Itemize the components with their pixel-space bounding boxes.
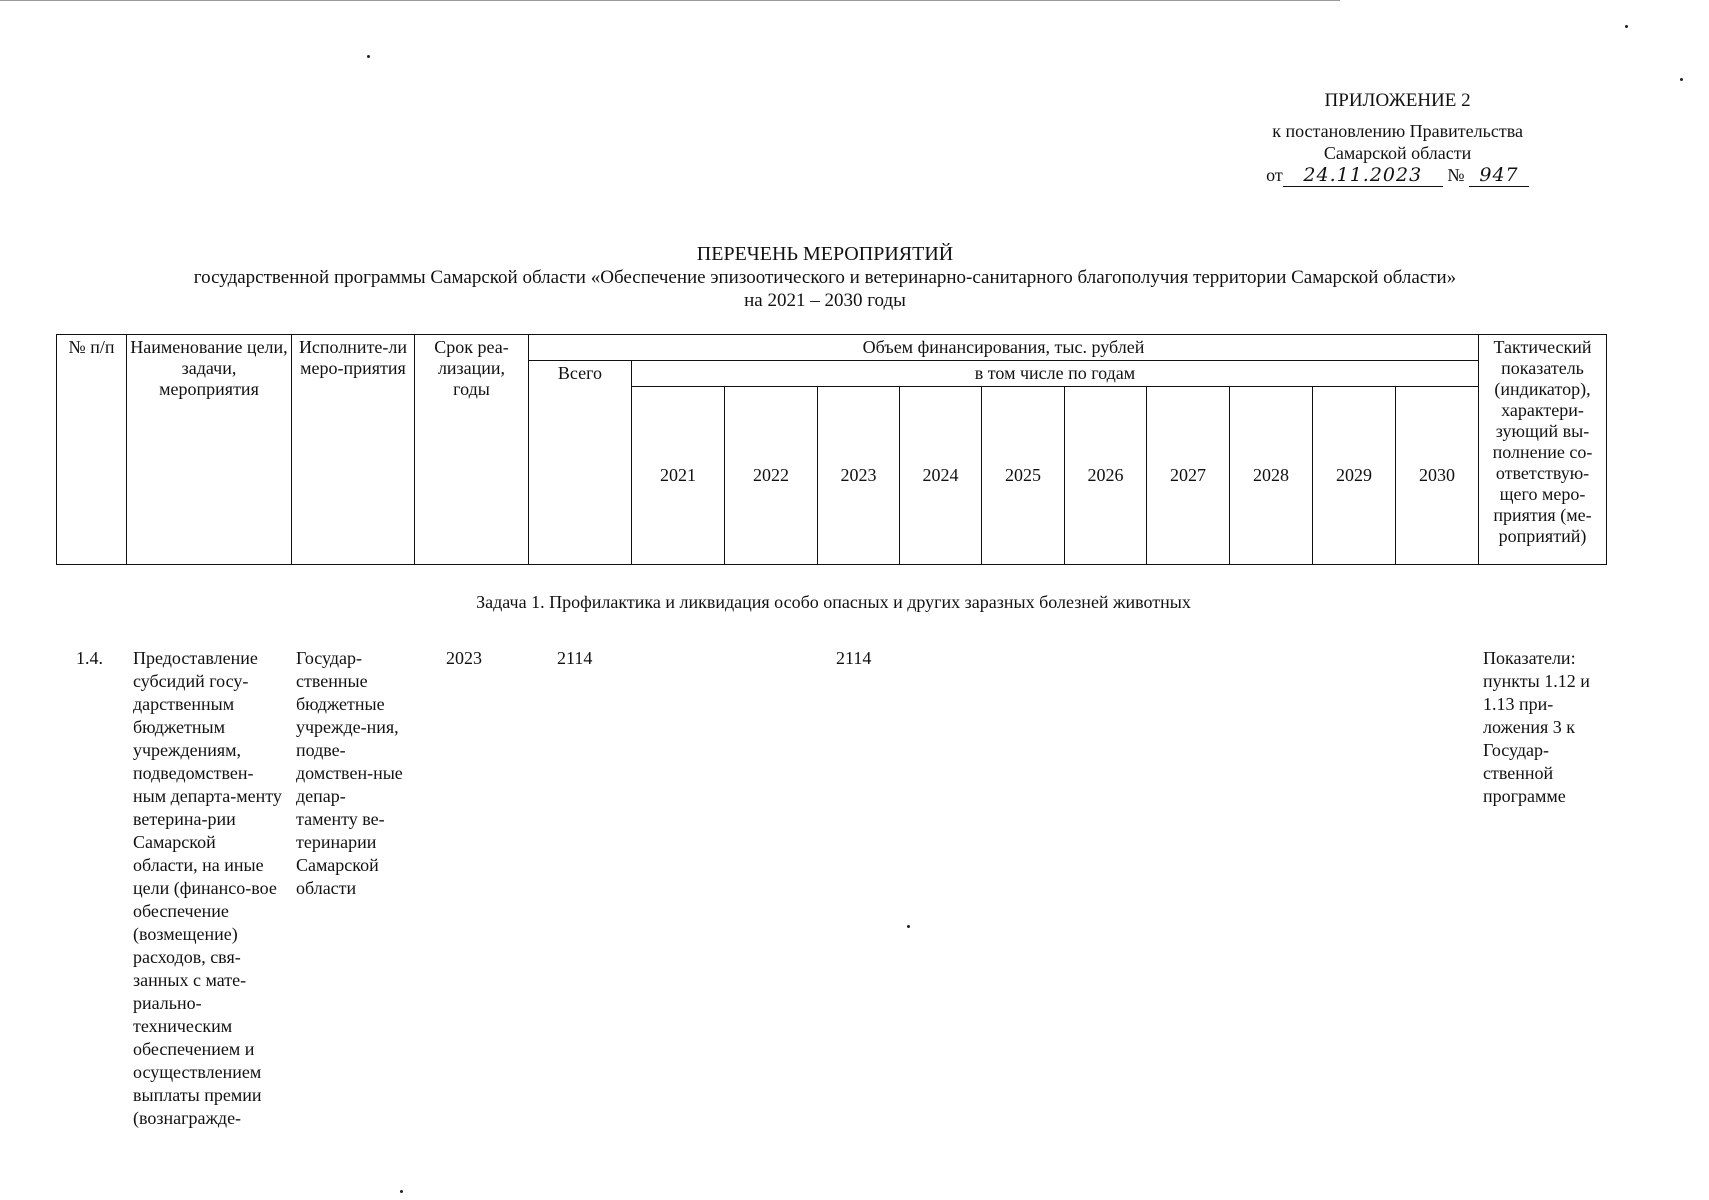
header-term: Срок реа-лизации, годы — [415, 335, 529, 565]
task-title: Задача 1. Профилактика и ликвидация особо опасных и других заразных болезней животных — [476, 592, 1191, 612]
handwritten-number: 947 — [1469, 164, 1529, 187]
header-year-2021: 2021 — [632, 387, 725, 565]
scan-speck — [1625, 25, 1628, 28]
title-line-2: государственной программы Самарской области «Обеспечение эпизоотического и ветеринарно-санитарного благополучия территории Самарской области» — [193, 267, 1457, 288]
row-year-2023-value: 2114 — [836, 648, 872, 668]
row-term: 2023 — [446, 648, 482, 668]
header-by-years: в том числе по годам — [632, 361, 1479, 387]
header-year-2026: 2026 — [1065, 387, 1147, 565]
handwritten-date: 24.11.2023 — [1283, 164, 1443, 187]
header-year-2022: 2022 — [725, 387, 818, 565]
row-total: 2114 — [557, 648, 593, 668]
appendix-block — [1266, 90, 1529, 190]
header-executor: Исполните-ли меро-приятия — [292, 335, 415, 565]
header-year-2024: 2024 — [900, 387, 982, 565]
date-prefix: от — [1266, 165, 1283, 185]
header-year-2030: 2030 — [1396, 387, 1479, 565]
activities-table-header — [56, 334, 1607, 565]
header-year-2023: 2023 — [818, 387, 900, 565]
appendix-line-2: Самарской области — [1323, 143, 1472, 163]
scan-speck — [1680, 78, 1683, 81]
row-executor: Государ-ственные бюджетные учрежде-ния, подве-домствен-ные депар-таменту ве-теринарии Самарской области — [296, 648, 403, 898]
appendix-heading: ПРИЛОЖЕНИЕ 2 — [1324, 90, 1471, 111]
header-total: Всего — [529, 361, 632, 565]
title-line-3: на 2021 – 2030 годы — [744, 290, 906, 311]
header-year-2027: 2027 — [1147, 387, 1230, 565]
appendix-date-line — [1266, 164, 1529, 190]
number-prefix: № — [1447, 165, 1465, 185]
row-number: 1.4. — [76, 648, 103, 668]
header-indicator: Тактический показатель (индикатор), характери-зующий вы-полнение со-ответствую-щего меро-приятия (ме-роприятий) — [1479, 335, 1607, 565]
header-num: № п/п — [57, 335, 127, 565]
header-year-2029: 2029 — [1313, 387, 1396, 565]
row-activity-name: Предоставление субсидий госу-дарственным бюджетным учреждениям, подведомствен-ным департа-менту ветерина-рии Самарской области, на иные цели (финансо-вое обеспечение (возмещение) расходов, свя-занных с мате-риально-техническим обеспечением и осуществлением выплаты премии (вознагражде- — [133, 648, 282, 1128]
header-name: Наименование цели, задачи, мероприятия — [127, 335, 292, 565]
header-year-2028: 2028 — [1230, 387, 1313, 565]
title-line-1: ПЕРЕЧЕНЬ МЕРОПРИЯТИЙ — [696, 243, 954, 265]
appendix-line-1: к постановлению Правительства — [1272, 121, 1523, 141]
scan-speck — [400, 1190, 403, 1193]
scan-speck — [907, 925, 910, 928]
scan-speck — [367, 55, 370, 58]
header-year-2025: 2025 — [982, 387, 1065, 565]
top-scan-line — [0, 0, 1340, 1]
header-funding: Объем финансирования, тыс. рублей — [529, 335, 1479, 361]
document-title — [0, 243, 1650, 312]
row-indicator: Показатели: пункты 1.12 и 1.13 при-ложения 3 к Государ-ственной программе — [1483, 648, 1590, 806]
